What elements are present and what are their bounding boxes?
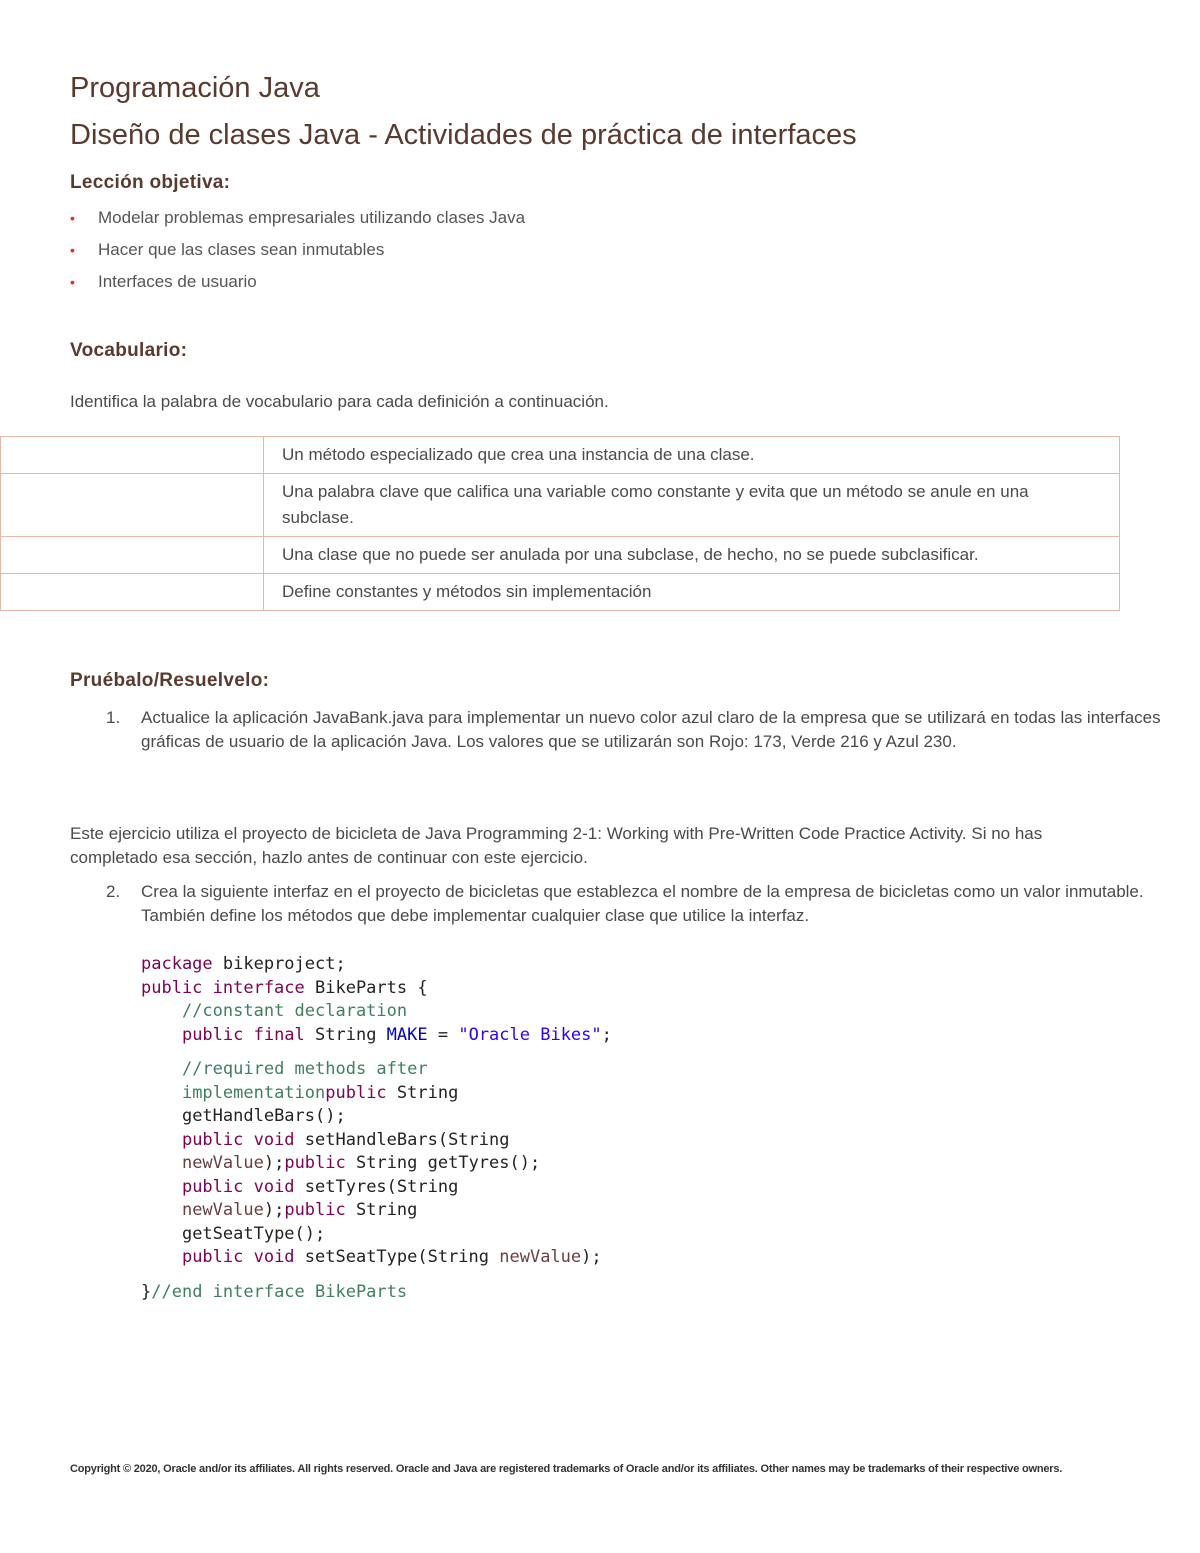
code-token: public [284,1200,346,1220]
code-token: MAKE [386,1024,428,1045]
list-item [70,270,525,302]
code-token: public void [181,1176,295,1197]
vocabulary-table [0,436,1120,611]
step-number: 1. [106,708,121,727]
objectives-list [70,206,525,302]
steps-list-2 [70,880,1171,928]
code-token: newValue [499,1247,582,1267]
code-token: public interface [141,977,305,998]
step-text: Actualice la aplicación JavaBank.java para implementar un nuevo color azul claro de la empresa que se utilizará en todas las interfaces gráficas de usuario de la aplicación Java. Los valores que se utilizarán son Rojo: 173, Verde 216 y Azul 230. [141,708,1161,751]
bullet-icon: • [70,210,75,226]
code-token: setTyres(String [294,1176,459,1197]
code-token: newValue [181,1200,264,1220]
code-comment: //required methods after [181,1059,428,1079]
code-token: String [345,1200,418,1220]
objectives-heading: Lección objetiva: [70,172,231,193]
copyright-footer: Copyright © 2020, Oracle and/or its affiliates. All rights reserved. Oracle and Java are registered trademarks of Oracle and/or its affiliates. Other names may be trademarks of their respective owners. [70,1463,1063,1475]
vocabulary-intro: Identifica la palabra de vocabulario para cada definición a continuación. [70,392,609,411]
list-item [70,238,525,270]
code-token: = [427,1024,459,1045]
code-token: public [284,1153,346,1173]
term-cell[interactable] [1,474,264,537]
code-token: ; [601,1024,612,1045]
code-comment: //constant declaration [181,1001,408,1021]
page-title: Programación Java [70,72,320,104]
definition-cell: Una clase que no puede ser anulada por una subclase, de hecho, no se puede subclasificar. [264,537,1120,574]
practice-heading: Pruébalo/Resuelvelo: [70,670,270,691]
table-row [1,474,1120,537]
code-token: getSeatType(); [181,1223,326,1244]
code-token: String [304,1024,387,1045]
page-subtitle: Diseño de clases Java - Actividades de práctica de interfaces [70,119,857,151]
step-text: Crea la siguiente interfaz en el proyecto de bicicletas que establezca el nombre de la empresa de bicicletas como un valor inmutable. También define los métodos que debe implementar cualquier clase que utilice la interfaz. [141,882,1144,925]
bullet-icon: • [70,242,75,258]
code-token: String [386,1082,459,1103]
code-token: public void [181,1129,295,1150]
code-token: ); [581,1247,602,1267]
code-comment: implementation [181,1082,326,1103]
code-token: public [325,1082,387,1103]
definition-cell: Una palabra clave que califica una variable como constante y evita que un método se anule en una subclase. [264,474,1120,537]
step-number: 2. [106,882,121,901]
term-cell[interactable] [1,574,264,611]
code-token: getHandleBars(); [181,1106,346,1126]
definition-cell: Define constantes y métodos sin implementación [264,574,1120,611]
list-item-text: Hacer que las clases sean inmutables [98,240,385,259]
code-token: public void [181,1247,295,1267]
code-token: } [141,1281,152,1302]
code-token: setHandleBars(String [294,1129,510,1150]
table-row [1,574,1120,611]
term-cell[interactable] [1,537,264,574]
bullet-icon: • [70,274,75,290]
code-token: bikeproject; [212,954,346,974]
list-item [70,880,1171,928]
code-comment: //end interface BikeParts [151,1281,408,1302]
code-token: newValue [181,1153,264,1173]
code-block [141,953,612,1304]
list-item-text: Interfaces de usuario [98,272,257,291]
table-row [1,537,1120,574]
term-cell[interactable] [1,437,264,474]
code-token: String getTyres(); [345,1153,541,1173]
exercise-note: Este ejercicio utiliza el proyecto de bicicleta de Java Programming 2-1: Working with Pre-Written Code Practice Activity. Si no has completado esa sección, hazlo antes de continuar con este ejercicio. [70,824,1043,867]
code-token: BikeParts { [304,977,428,998]
vocabulary-heading: Vocabulario: [70,340,188,361]
list-item [70,706,1171,754]
code-token: public final [181,1024,305,1045]
list-item-text: Modelar problemas empresariales utilizando clases Java [98,208,526,227]
definition-cell: Un método especializado que crea una instancia de una clase. [264,437,1120,474]
code-token: package [141,954,213,974]
list-item [70,206,525,238]
steps-list-1 [70,706,1171,754]
code-token: ); [263,1200,285,1220]
table-row [1,437,1120,474]
code-token: ); [263,1153,285,1173]
code-token: setSeatType(String [294,1247,500,1267]
code-string: "Oracle Bikes" [458,1024,602,1045]
